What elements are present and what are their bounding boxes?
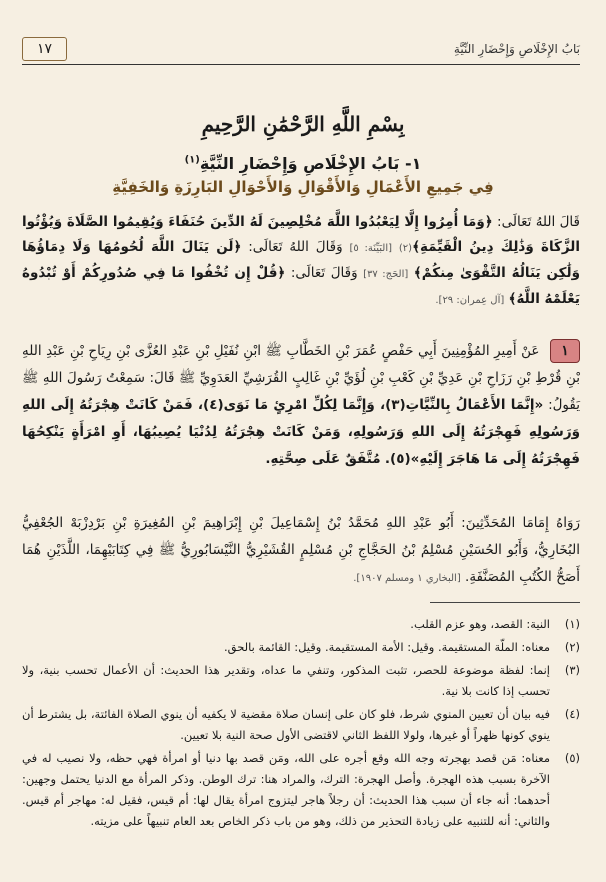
footnote-item — [22, 637, 580, 658]
quran-intro-3: وَقَالَ تَعَالَى: — [290, 265, 358, 281]
chapter-title-text: ١- بَابُ الإِخْلَاصِ وَإِحْضَارِ النِّيَّةِ — [199, 154, 422, 173]
hadith-matn: «إِنَّمَا الأَعْمَالُ بِالنِّيَّاتِ(٣)، وَإِنَّمَا لِكُلِّ امْرِئٍ مَا نَوَى(٤)، فَمَنْ كَانَتْ هِجْرَتُهُ إِلَى اللهِ وَرَسُولِهِ فَهِجْرَتُهُ إِلَى اللهِ وَرَسُولِهِ، وَمَنْ كَانَتْ هِجْرَتُهُ لِدُنْيَا يُصِيبُهَا، أَوِ امْرَأَةٍ يَنْكِحُهَا فَهِجْرَتُهُ إِلَى مَا هَاجَرَ إِلَيْهِ»(٥). — [22, 397, 580, 467]
riwaya-paragraph — [22, 510, 580, 592]
footnote-number: (٤) — [564, 707, 580, 721]
header-rule — [22, 64, 580, 65]
quran-verse-2: ﴿لَن يَنَالَ اللَّهَ لُحُومُهَا وَلَا دِمَاؤُهَا وَلَٰكِن يَنَالُهُ التَّقْوَىٰ مِنكُمْ﴾ — [22, 239, 580, 281]
footnote-item — [22, 614, 580, 635]
footnote-text: معناه: مَن قصد بهجرته وجه الله وقع أجره على الله، ومَن قصد بها دنيا أو امرأة فهي حظه، ولا نصيب له في الآخرة بسبب هذه الهجرة. وأصل الهجرة: الترك، والمراد هنا: ترك الوطن. وذكر المرأة مع الدنيا يحتمل وجهين: أحدهما: أنه جاء أن سبب هذا الحديث: أن رجلاً هاجر ليتزوج امرأة يقال لها: أم قيس، فقيل له: مهاجر أم قيس. والثاني: أنه للتنبيه على زيادة التحذير من ذلك، وهو من باب ذكر الخاص بعد العام تنبيهاً على مزيته. — [22, 751, 550, 828]
chapter-title — [0, 154, 606, 173]
running-title: بَابُ الإِخْلَاصِ وَإِحْضَارِ النِّيَّةِ — [453, 42, 580, 56]
hadith-narrator: عَنْ أَمِيرِ المُؤْمِنِينَ أَبِي حَفْصٍ عُمَرَ بْنِ الخَطَّابِ ﷺ ابْنِ نُفَيْلِ بْنِ عَبْدِ العُزَّى بْنِ رِيَاحِ بْنِ عَبْدِ اللهِ بْنِ قُرْطِ بْنِ رَزَاحِ بْنِ عَدِيِّ بْنِ كَعْبِ بْنِ لُؤَيِّ بْنِ غَالِبٍ القُرَشِيِّ العَدَوِيِّ ﷺ قَالَ: سَمِعْتُ رَسُولَ اللهِ ﷺ يَقُولُ: — [22, 343, 580, 413]
footnote-rule — [430, 602, 580, 603]
verse-ref-1: [البَيِّنَة: ٥] — [349, 243, 393, 254]
page-header — [22, 36, 580, 62]
footnote-number: (٣) — [564, 663, 580, 677]
footnote-item — [22, 704, 580, 746]
footnote-text: معناه: الملّة المستقيمة. وقيل: الأمة المستقيمة. وقيل: القائمة بالحق. — [223, 640, 550, 654]
footnote-number: (١) — [564, 617, 580, 631]
chapter-subtitle: فِي جَمِيعِ الأَعْمَالِ وَالأَقْوَالِ وَالأَحْوَالِ البَارِزَةِ وَالخَفِيَّةِ — [112, 178, 494, 196]
quran-intro-1: قَالَ اللهُ تَعَالَى: — [497, 214, 580, 230]
verse-ref-2: [الحَج: ٣٧] — [363, 269, 409, 280]
hadith-number-badge: ١ — [550, 339, 580, 363]
footnote-ref-1: (١) — [184, 154, 200, 166]
quran-citations — [22, 210, 580, 313]
riwaya-text: رَوَاهُ إِمَامَا المُحَدِّثِينَ: أَبُو عَبْدِ اللهِ مُحَمَّدُ بْنُ إِسْمَاعِيلَ بْنِ إِبْرَاهِيمَ بْنِ المُغِيرَةِ بْنِ بَرْدِزْبَهْ الجُعْفِيُّ البُخَارِيُّ، وَأَبُو الحُسَيْنِ مُسْلِمُ بْنُ الحَجَّاجِ بْنِ مُسْلِمٍ القُشَيْرِيُّ النَّيْسَابُورِيُّ ﷺ فِي كِتَابَيْهِمَا، اللَّذَيْنِ هُمَا أَصَحُّ الكُتُبِ المُصَنَّفَةِ. — [22, 515, 580, 585]
footnote-number: (٥) — [564, 751, 580, 765]
hadith-1 — [22, 338, 580, 473]
verse-ref-3: [آل عِمران: ٢٩]. — [435, 295, 505, 306]
quran-verse-1: ﴿وَمَا أُمِرُوا إِلَّا لِيَعْبُدُوا اللَّهَ مُخْلِصِينَ لَهُ الدِّينَ حُنَفَاءَ وَيُقِيمُوا الصَّلَاةَ وَيُؤْتُوا الزَّكَاةَ وَذَٰلِكَ دِينُ الْقَيِّمَةِ﴾ — [22, 214, 580, 255]
footnote-text: إنما: لفظة موضوعة للحصر، تثبت المذكور، وتنفي ما عداه، وتقدير هذا الحديث: أن الأعمال تحسب بنية، ولا تحسب إذا كانت بلا نية. — [22, 663, 550, 698]
basmala: بِسْمِ اللَّهِ الرَّحْمَٰنِ الرَّحِيمِ — [201, 112, 405, 136]
footnotes — [22, 614, 580, 834]
quran-verse-3: ﴿قُلْ إِن تُخْفُوا مَا فِي صُدُورِكُمْ أَوْ تُبْدُوهُ يَعْلَمْهُ اللَّهُ﴾ — [22, 265, 580, 307]
riwaya-ref: [البخاري ١ ومسلم ١٩٠٧]. — [353, 573, 461, 584]
footnote-text: النية: القصد، وهو عزم القلب. — [410, 617, 550, 631]
footnote-text: فيه بيان أن تعيين المنوي شرط، فلو كان على إنسان صلاة مقضية لا يكفيه أن ينوي الصلاة الفائتة، بل يشترط أن ينوي كونها ظهراً أو غيرها، ولولا اللفظ الثاني لاقتضى الأول صحة النية بلا تعيين. — [22, 707, 550, 742]
footnote-number: (٢) — [564, 640, 580, 654]
footnote-ref-2: (٢) — [398, 243, 413, 254]
page-number: ١٧ — [22, 37, 67, 61]
quran-intro-2: وَقَالَ اللهُ تَعَالَى: — [248, 239, 343, 255]
footnote-item — [22, 748, 580, 832]
hadith-grading: مُتَّفَقٌ عَلَى صِحَّتِهِ. — [265, 451, 381, 467]
footnote-item — [22, 660, 580, 702]
